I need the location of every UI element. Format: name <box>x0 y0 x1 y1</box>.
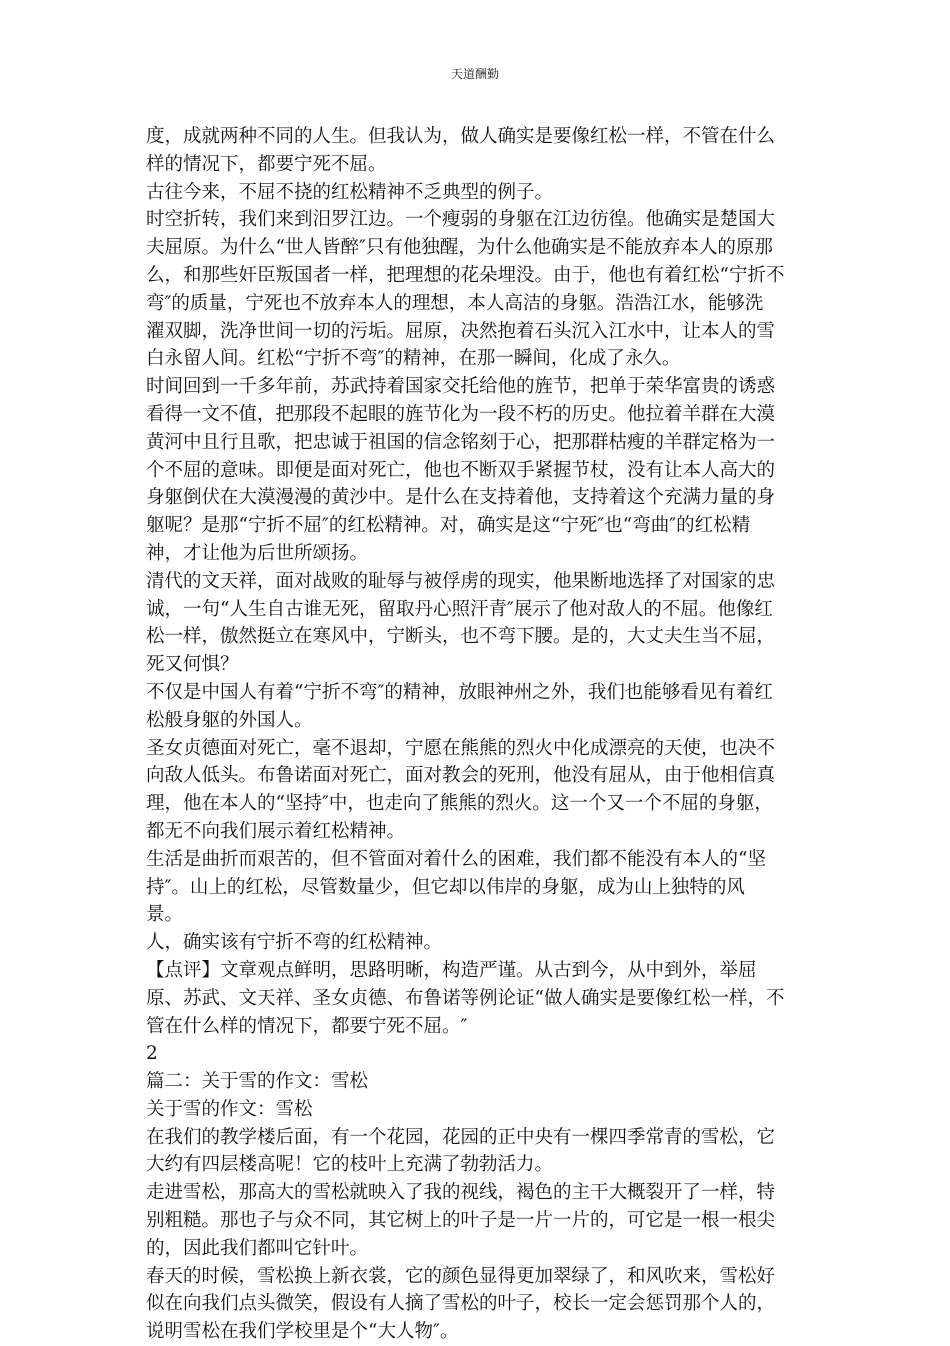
text-line: 濯双脚，洗净世间一切的污垢。屈原，决然抱着石头沉入江水中，让本人的雪 <box>146 320 776 342</box>
text-line: 黄河中且行且歌，把忠诚于祖国的信念铭刻于心，把那群枯瘦的羊群定格为一 <box>146 431 776 453</box>
text-line: 样的情况下，都要宁死不屈。 <box>146 153 387 175</box>
text-line: 度，成就两种不同的人生。但我认为，做人确实是要像红松一样，不管在什么 <box>146 126 776 147</box>
page-header: 天道酬勤 <box>450 67 499 81</box>
text-line: 在我们的教学楼后面，有一个花园，花园的正中央有一棵四季常青的雪松，它 <box>146 1126 776 1148</box>
text-line: 都无不向我们展示着红松精神。 <box>146 820 406 842</box>
text-line: 身躯倒伏在大漠漫漫的黄沙中。是什么在支持着他，支持着这个充满力量的身 <box>146 487 776 509</box>
text-line: 松般身躯的外国人。 <box>146 709 313 731</box>
text-line: 个不屈的意味。即便是面对死亡，他也不断双手紧握节杖，没有让本人高大的 <box>146 459 776 481</box>
text-line: 人，确实该有宁折不弯的红松精神。 <box>146 932 443 954</box>
text-line: 白永留人间。红松“宁折不弯″的精神，在那一瞬间，化成了永久。 <box>146 348 681 370</box>
text-line: 时间回到一千多年前，苏武持着国家交托给他的旌节，把单于荣华富贵的诱惑 <box>146 376 776 398</box>
text-line: 圣女贞德面对死亡，毫不退却，宁愿在熊熊的烈火中化成漂亮的天使，也决不 <box>146 737 776 759</box>
text-line: 么，和那些奸臣叛国者一样，把理想的花朵埋没。由于，他也有着红松“宁折不 <box>146 264 785 286</box>
text-line: 生活是曲折而艰苦的，但不管面对着什么的困难，我们都不能没有本人的“坚 <box>146 848 766 870</box>
text-line: 死又何惧？ <box>146 654 239 676</box>
text-line: 持″。山上的红松，尽管数量少，但它却以伟岸的身躯，成为山上独特的风 <box>146 876 745 898</box>
text-line: 松一样，傲然挺立在寒风中，宁断头，也不弯下腰。是的，大丈夫生当不屈， <box>146 626 776 648</box>
text-line: 的，因此我们都叫它针叶。 <box>146 1237 369 1259</box>
text-line: 弯″的质量，宁死也不放弃本人的理想，本人高洁的身躯。浩浩江水，能够洗 <box>146 292 764 314</box>
text-line: 躯呢？是那“宁折不屈″的红松精神。对，确实是这“宁死″也“弯曲″的红松精 <box>146 515 751 537</box>
text-line: 神，才让他为后世所颂扬。 <box>146 542 369 564</box>
text-line: 【点评】文章观点鲜明，思路明晰，构造严谨。从古到今，从中到外，举屈 <box>146 959 757 981</box>
text-line: 清代的文天祥，面对战败的耻辱与被俘虏的现实，他果断地选择了对国家的忠 <box>146 570 776 592</box>
text-line: 景。 <box>146 904 184 926</box>
text-line: 看得一文不值，把那段不起眼的旌节化为一段不朽的历史。他拉着羊群在大漠 <box>146 403 776 425</box>
section-heading: 篇二：关于雪的作文：雪松 <box>146 1071 369 1093</box>
text-line: 古往今来，不屈不挠的红松精神不乏典型的例子。 <box>146 181 554 203</box>
text-line: 理，他在本人的“坚持″中，也走向了熊熊的烈火。这一个又一个不屈的身躯， <box>146 793 773 815</box>
document-body <box>146 123 808 1346</box>
text-line: 走进雪松，那高大的雪松就映入了我的视线，褐色的主干大概裂开了一样，特 <box>146 1182 776 1204</box>
text-line: 大约有四层楼高呢！它的枝叶上充满了勃勃活力。 <box>146 1154 554 1176</box>
text-line: 原、苏武、文天祥、圣女贞德、布鲁诺等例论证“做人确实是要像红松一样，不 <box>146 987 785 1009</box>
text-line: 春天的时候，雪松换上新衣裳，它的颜色显得更加翠绿了，和风吹来，雪松好 <box>146 1265 776 1287</box>
text-line: 别粗糙。那也子与众不同，其它树上的叶子是一片一片的，可它是一根一根尖 <box>146 1210 776 1232</box>
text-line: 似在向我们点头微笑，假设有人摘了雪松的叶子，校长一定会惩罚那个人的， <box>146 1293 776 1315</box>
text-line: 说明雪松在我们学校里是个“大人物″。 <box>146 1321 459 1343</box>
text-line: 管在什么样的情况下，都要宁死不屈。″ <box>146 1015 468 1037</box>
text-line: 不仅是中国人有着“宁折不弯″的精神，放眼神州之外，我们也能够看见有着红 <box>146 681 773 703</box>
page-number: 2 <box>146 1043 158 1065</box>
text-line: 向敌人低头。布鲁诺面对死亡，面对教会的死刑，他没有屈从，由于他相信真 <box>146 765 776 787</box>
text-line: 夫屈原。为什么“世人皆醉″只有他独醒，为什么他确实是不能放弃本人的原那 <box>146 237 773 259</box>
text-line: 时空折转，我们来到汨罗江边。一个瘦弱的身躯在江边彷徨。他确实是楚国大 <box>146 209 776 231</box>
essay-title: 关于雪的作文：雪松 <box>146 1098 313 1120</box>
text-line: 诚，一句“人生自古谁无死，留取丹心照汗青″展示了他对敌人的不屈。他像红 <box>146 598 773 620</box>
